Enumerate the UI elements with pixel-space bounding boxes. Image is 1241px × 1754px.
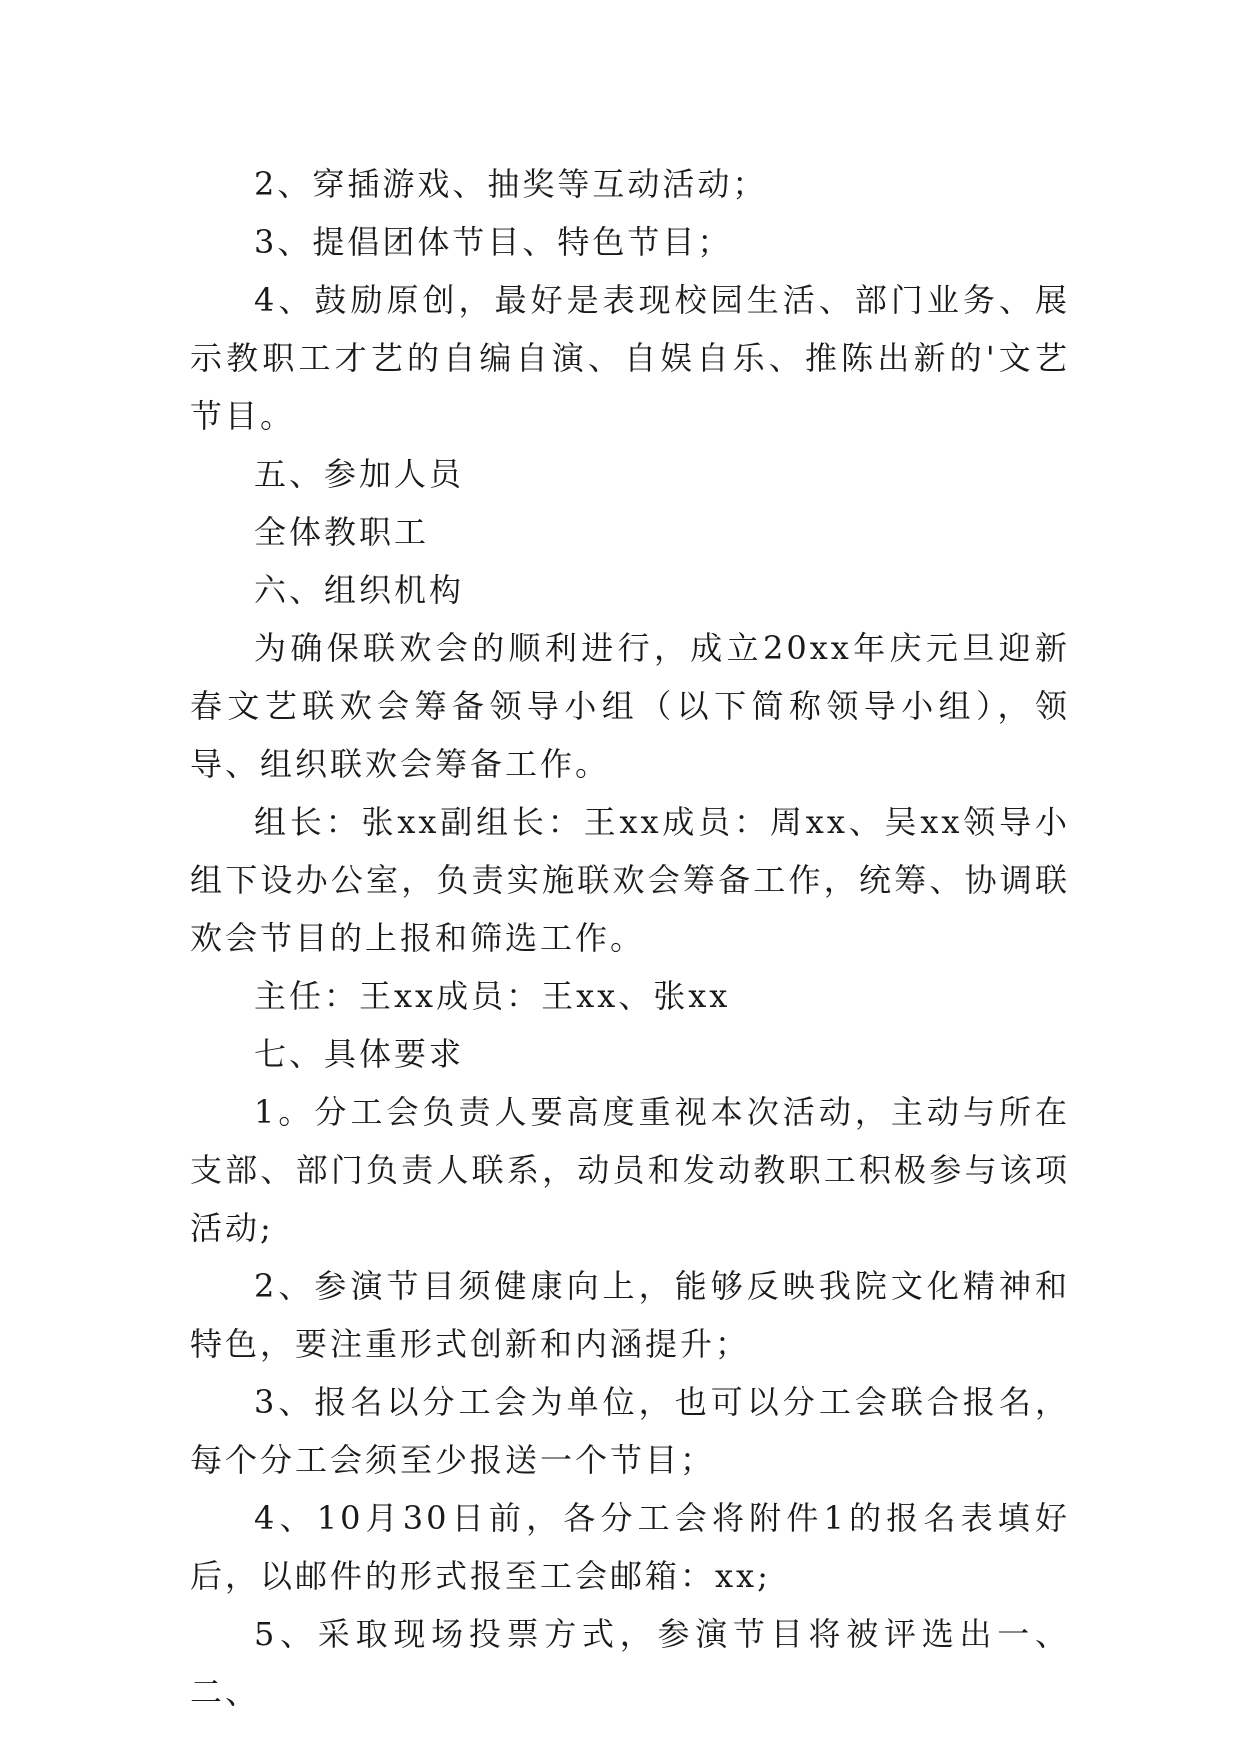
paragraph-item-3-group-programs: 3、提倡团体节目、特色节目； — [254, 223, 733, 261]
paragraph-participants: 全体教职工 — [254, 513, 430, 551]
paragraph-organization-intro: 为确保联欢会的顺利进行，成立20xx年庆元旦迎新春文艺联欢会筹备领导小组（以下简称领导小组），领导、组织联欢会筹备工作。 — [190, 629, 1070, 783]
section-heading-requirements: 七、具体要求 — [254, 1035, 465, 1073]
paragraph-requirement-4: 4、10月30日前，各分工会将附件1的报名表填好后，以邮件的形式报至工会邮箱：xx; — [190, 1499, 1070, 1595]
section-heading-participants: 五、参加人员 — [254, 455, 465, 493]
section-heading-organization: 六、组织机构 — [254, 571, 465, 609]
paragraph-requirement-5: 5、采取现场投票方式，参演节目将被评选出一、二、 — [190, 1615, 1070, 1711]
paragraph-office-members: 主任：王xx成员：王xx、张xx — [254, 977, 731, 1015]
paragraph-requirement-2: 2、参演节目须健康向上，能够反映我院文化精神和特色，要注重形式创新和内涵提升； — [190, 1267, 1070, 1363]
paragraph-group-members: 组长：张xx副组长：王xx成员：周xx、吴xx领导小组下设办公室，负责实施联欢会筹备工作，统筹、协调联欢会节目的上报和筛选工作。 — [190, 803, 1070, 957]
document-body — [190, 155, 1070, 1721]
paragraph-requirement-1: 1。分工会负责人要高度重视本次活动，主动与所在支部、部门负责人联系，动员和发动教职工积极参与该项活动; — [190, 1093, 1070, 1247]
paragraph-item-4-original: 4、鼓励原创，最好是表现校园生活、部门业务、展示教职工才艺的自编自演、自娱自乐、推陈出新的'文艺节目。 — [190, 281, 1070, 435]
paragraph-requirement-3: 3、报名以分工会为单位，也可以分工会联合报名，每个分工会须至少报送一个节目； — [190, 1383, 1070, 1479]
paragraph-item-2-interactive: 2、穿插游戏、抽奖等互动活动； — [254, 165, 768, 203]
